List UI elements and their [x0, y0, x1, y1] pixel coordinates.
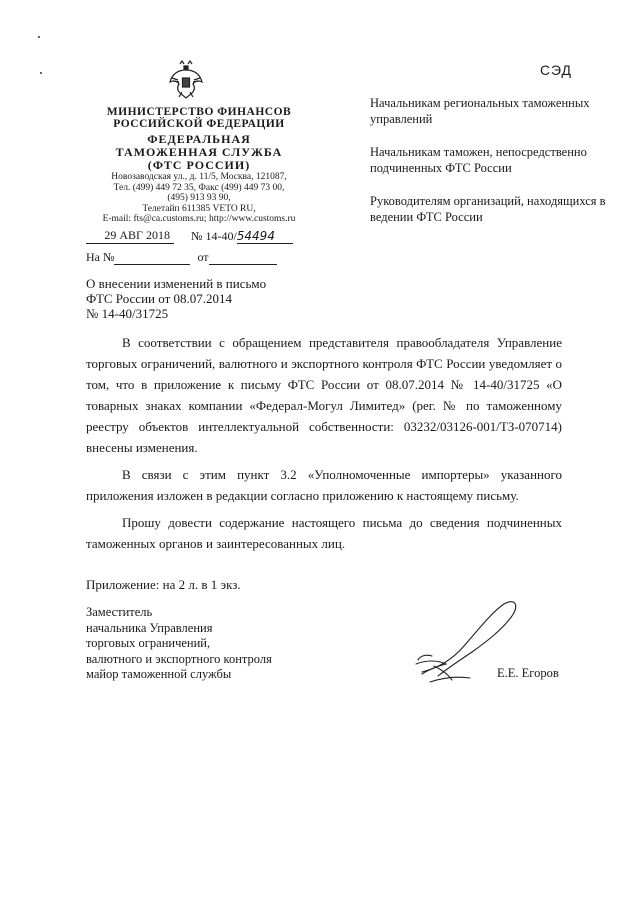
addressee: Руководителям организаций, находящихся в ведении ФТС России: [370, 194, 606, 224]
signer-name: Е.Е. Егоров: [497, 666, 559, 680]
attachment-note: Приложение: на 2 л. в 1 экз.: [86, 577, 241, 592]
letter-subject: [86, 276, 326, 321]
russian-coat-of-arms-icon: [168, 60, 204, 100]
subject-line: № 14-40/31725: [86, 306, 169, 321]
reference-date-blank: [209, 264, 277, 265]
body-paragraph: В соответствии с обращением представителя правообладателя Управление торговых ограничений, валютного и экспортного контроля ФТС России уведомляет о том, что в приложение к письму ФТС России от 08.07.2014 № 14-40/31725 «О товарных знаках компании «Федерал-Могул Лимитед» (рег. № по таможенному реестру объектов интеллектуальной собственности: 03232/03126-001/ТЗ-070714) внесены изменения.: [86, 335, 562, 455]
contact-line: (495) 913 93 90,: [167, 193, 231, 203]
subject-line: ФТС России от 08.07.2014: [86, 291, 233, 306]
contact-line: Новозаводская ул., д. 11/5, Москва, 121087,: [111, 172, 287, 182]
reference-number-blank: [114, 264, 190, 265]
sed-stamp: СЭД: [540, 62, 573, 78]
signer-title-line: торговых ограничений,: [86, 636, 211, 650]
contact-line: Телетайп 611385 VETO RU,: [142, 203, 256, 214]
signer-title-line: Заместитель: [86, 605, 153, 619]
registration-number: 54494: [237, 229, 293, 244]
addressee: Начальникам таможен, непосредственно подчиненных ФТС России: [370, 145, 587, 175]
ministry-line: МИНИСТЕРСТВО ФИНАНСОВ: [106, 106, 292, 118]
contact-line: E-mail: fts@ca.customs.ru; http://www.customs.ru: [102, 214, 296, 224]
ministry-name: [94, 106, 304, 130]
reference-date-label: от: [197, 250, 209, 264]
ministry-line: РОССИЙСКОЙ ФЕДЕРАЦИИ: [113, 118, 285, 130]
reference-number-label: На №: [86, 250, 115, 264]
service-name: [94, 133, 304, 172]
body-paragraph: Прошу довести содержание настоящего письма до сведения подчиненных таможенных органов и заинтересованных лиц.: [86, 515, 562, 551]
scan-speck: [38, 36, 40, 38]
addressee: Начальникам региональных таможенных управлений: [370, 96, 590, 126]
registration-line: [86, 228, 293, 244]
signer-title-line: майор таможенной службы: [86, 667, 232, 681]
addressee-list: [370, 96, 610, 243]
reference-line: [86, 250, 277, 265]
subject-line: О внесении изменений в письмо: [86, 276, 267, 291]
contact-line: Тел. (499) 449 72 35, Факс (499) 449 73 00,: [113, 182, 285, 193]
service-line: (ФТС РОССИИ): [147, 158, 251, 172]
handwritten-signature: [408, 590, 528, 700]
scan-speck: [40, 72, 42, 74]
registration-date: 29 АВГ 2018: [86, 228, 174, 244]
body-paragraph: В связи с этим пункт 3.2 «Уполномоченные импортеры» указанного приложения изложен в редакции согласно приложению к настоящему письму.: [86, 467, 562, 503]
contact-details: [94, 172, 304, 225]
letter-body: [86, 332, 562, 560]
registration-number-prefix: № 14-40/: [191, 229, 237, 243]
signer-title-line: начальника Управления: [86, 620, 213, 635]
signer-title: [86, 605, 326, 683]
service-line: ТАМОЖЕННАЯ СЛУЖБА: [115, 145, 283, 159]
service-line: ФЕДЕРАЛЬНАЯ: [147, 132, 251, 146]
signer-title-line: валютного и экспортного контроля: [86, 651, 272, 666]
